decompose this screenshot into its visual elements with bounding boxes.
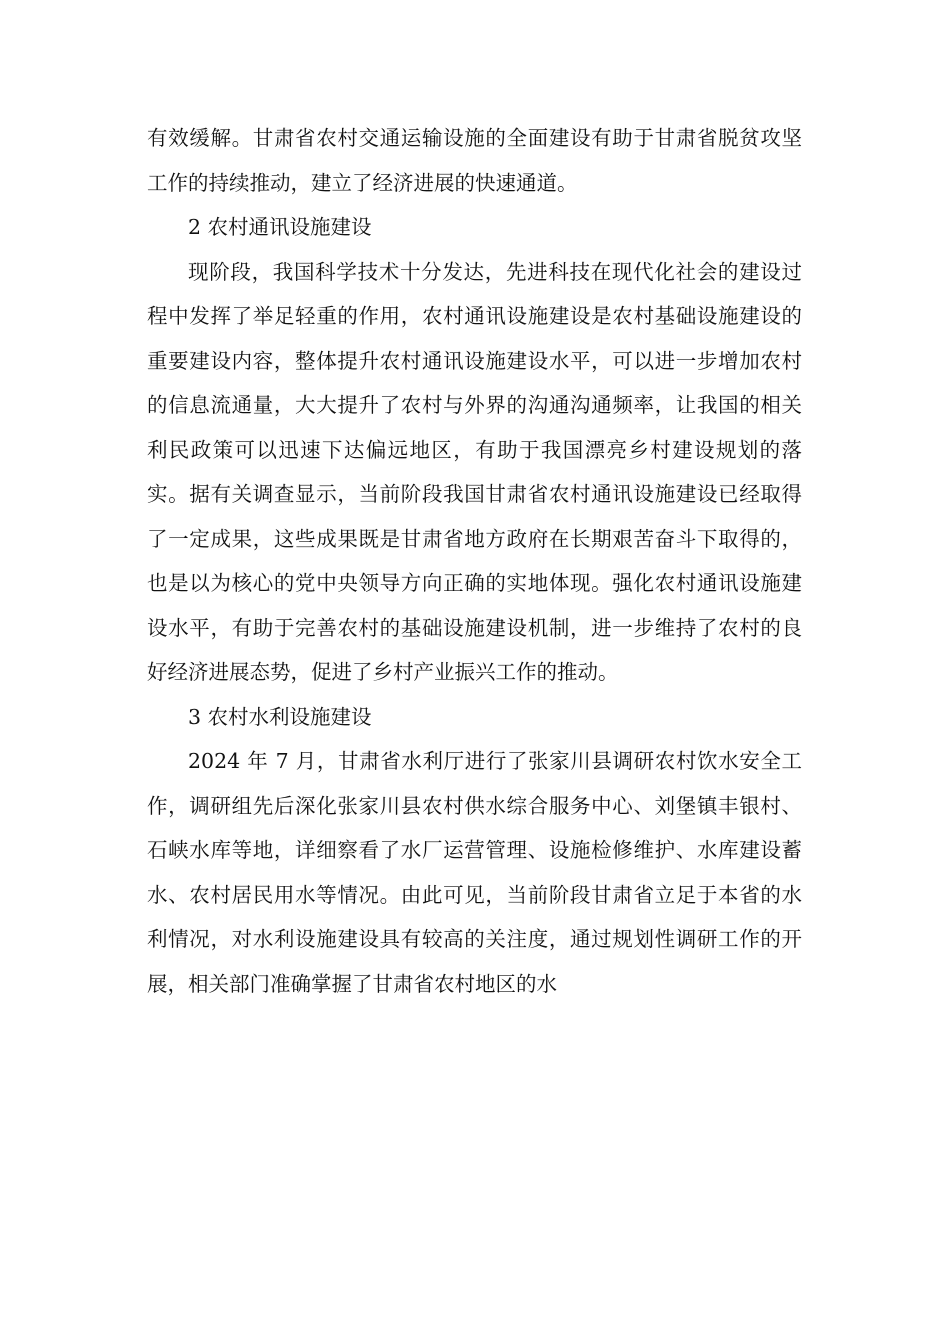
paragraph-communication: 现阶段，我国科学技术十分发达，先进科技在现代化社会的建设过程中发挥了举足轻重的作用，农村通讯设施建设是农村基础设施建设的重要建设内容，整体提升农村通讯设施建设水平，可以进一步增加农村的信息流通量，大大提升了农村与外界的沟通沟通频率，让我国的相关利民政策可以迅速下达偏远地区，有助于我国漂亮乡村建设规划的落实。据有关调查显示，当前阶段我国甘肃省农村通讯设施建设已经取得了一定成果，这些成果既是甘肃省地方政府在长期艰苦奋斗下取得的，也是以为核心的党中央领导方向正确的实地体现。强化农村通讯设施建设水平，有助于完善农村的基础设施建设机制，进一步维持了农村的良好经济进展态势，促进了乡村产业振兴工作的推动。: [147, 259, 802, 684]
paragraph-water-conservancy: 2024 年 7 月，甘肃省水利厅进行了张家川县调研农村饮水安全工作，调研组先后深化张家川县农村供水综合服务中心、刘堡镇丰银村、石峡水库等地，详细察看了水厂运营管理、设施检修维护、水库建设蓄水、农村居民用水等情况。由此可见，当前阶段甘肃省立足于本省的水利情况，对水利设施建设具有较高的关注度，通过规划性调研工作的开展，相关部门准确掌握了甘肃省农村地区的水: [147, 749, 802, 996]
document-page: [147, 116, 802, 1006]
paragraph-transport-conclusion: 有效缓解。甘肃省农村交通运输设施的全面建设有助于甘肃省脱贫攻坚工作的持续推动，建立了经济进展的快速通道。: [147, 126, 802, 195]
section-heading-water-conservancy: 3 农村水利设施建设: [188, 704, 372, 729]
section-heading-communication: 2 农村通讯设施建设: [188, 215, 372, 239]
